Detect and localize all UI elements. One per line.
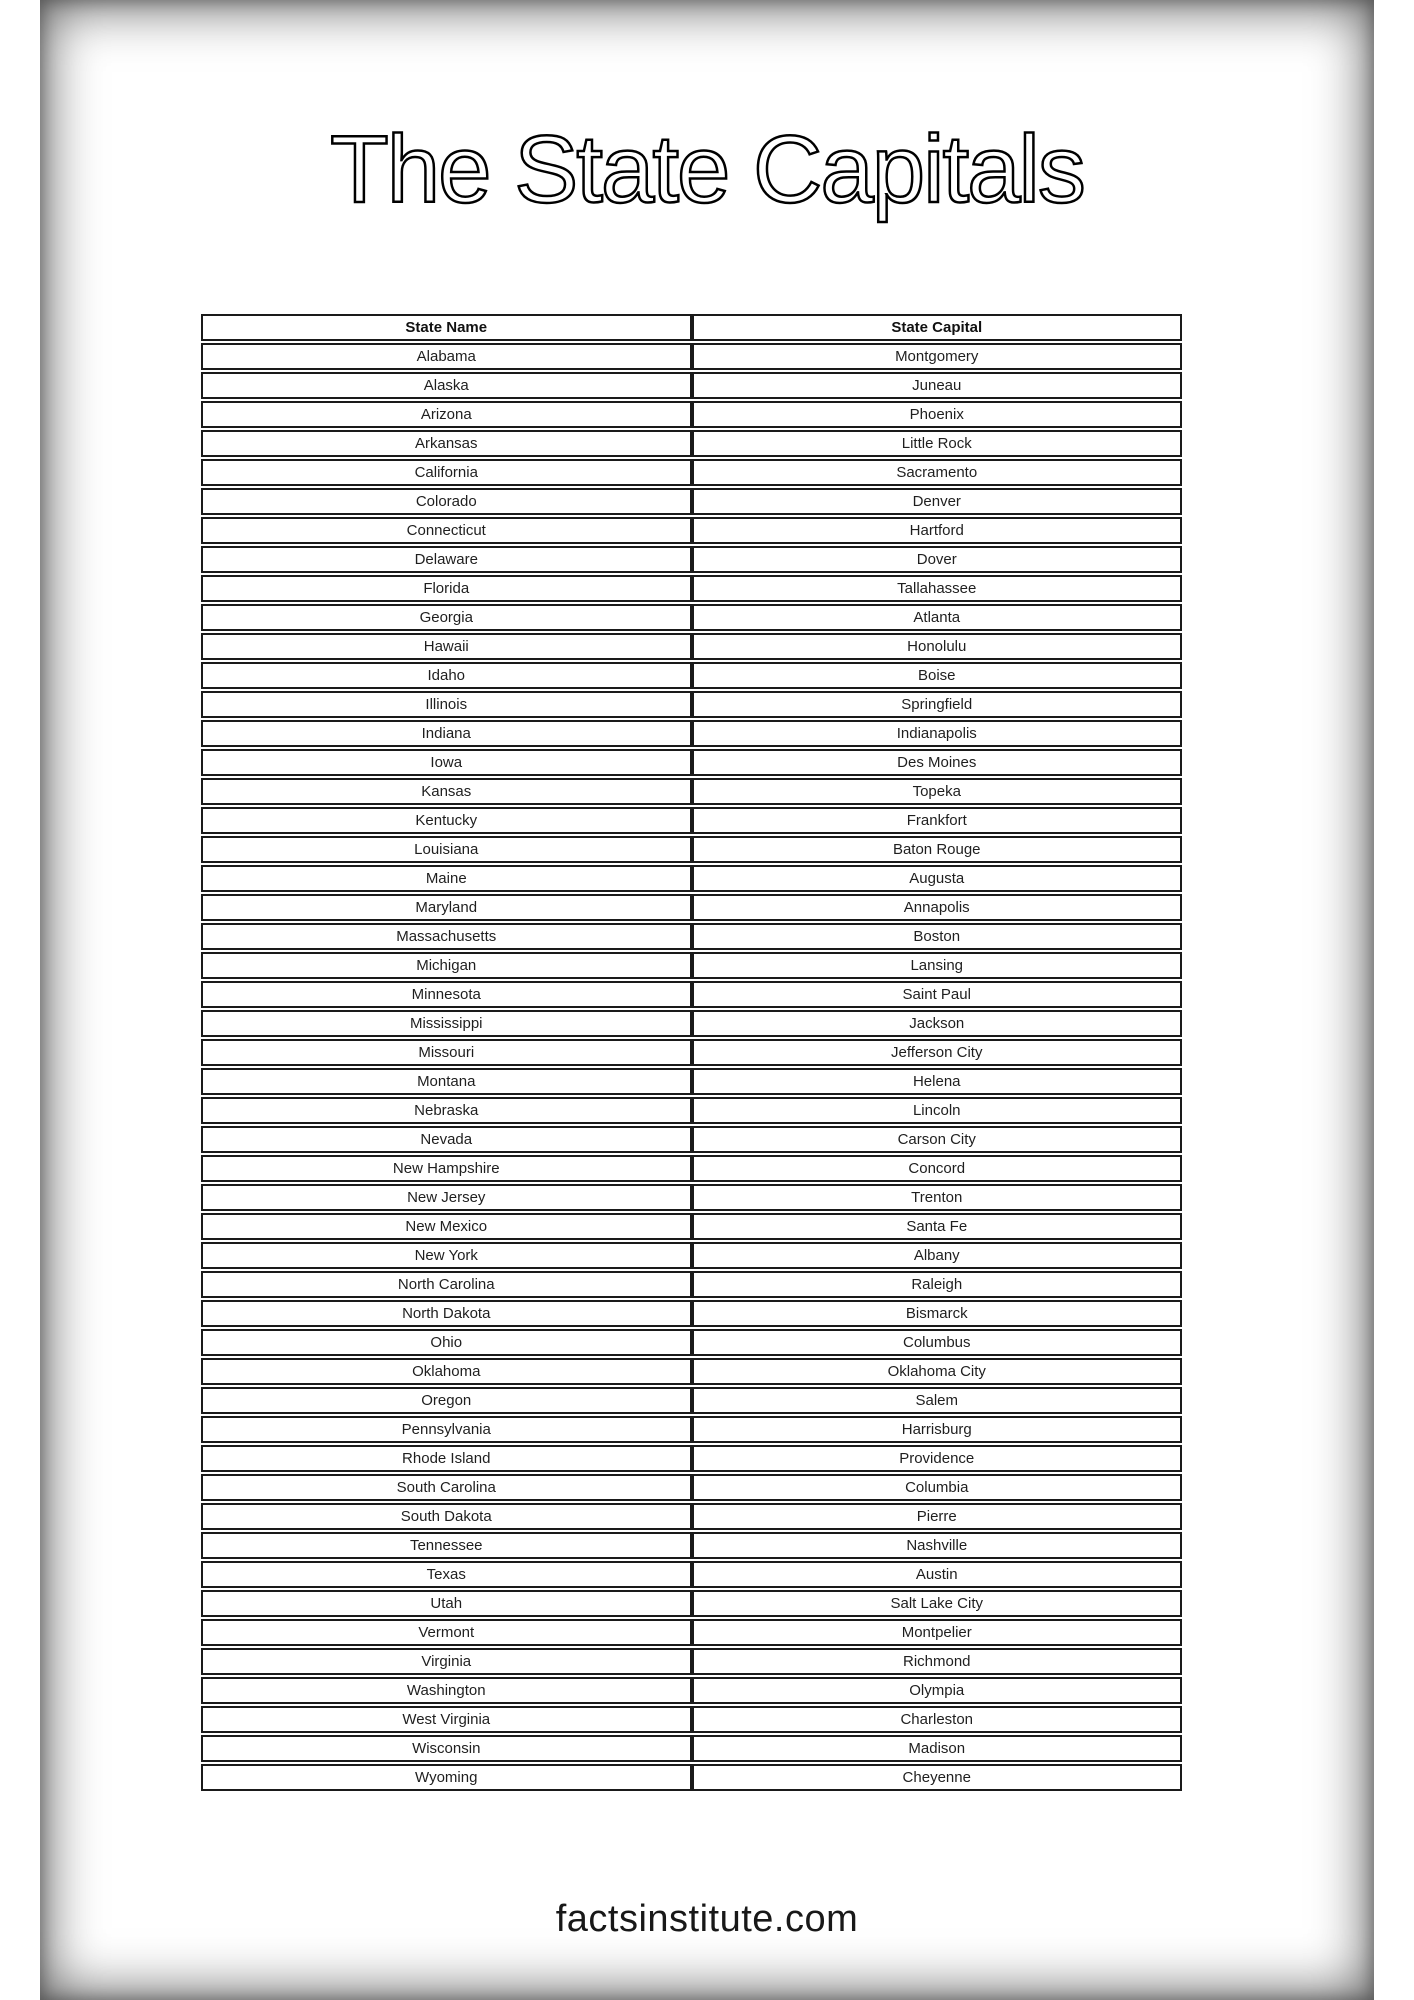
table-row (201, 1561, 1182, 1588)
state-capital-cell: Augusta (692, 865, 1183, 892)
state-capital-cell: Atlanta (692, 604, 1183, 631)
state-name-cell: Florida (201, 575, 692, 602)
state-name-cell: Maine (201, 865, 692, 892)
table-row (201, 1503, 1182, 1530)
state-name-cell: North Carolina (201, 1271, 692, 1298)
state-capital-cell: Carson City (692, 1126, 1183, 1153)
state-name-cell: Indiana (201, 720, 692, 747)
state-name-cell: South Carolina (201, 1474, 692, 1501)
table-row (201, 981, 1182, 1008)
table-row (201, 1010, 1182, 1037)
state-name-cell: Nebraska (201, 1097, 692, 1124)
state-name-cell: Idaho (201, 662, 692, 689)
state-name-cell: New York (201, 1242, 692, 1269)
table-row (201, 720, 1182, 747)
state-capital-cell: Santa Fe (692, 1213, 1183, 1240)
state-name-cell: Montana (201, 1068, 692, 1095)
table-row (201, 1300, 1182, 1327)
table-row (201, 1068, 1182, 1095)
state-capital-cell: Helena (692, 1068, 1183, 1095)
state-capital-cell: Saint Paul (692, 981, 1183, 1008)
table-row (201, 372, 1182, 399)
table-row (201, 662, 1182, 689)
table-row (201, 1329, 1182, 1356)
state-capital-cell: Providence (692, 1445, 1183, 1472)
state-capital-cell: Indianapolis (692, 720, 1183, 747)
state-name-cell: Rhode Island (201, 1445, 692, 1472)
table-header-row (201, 314, 1182, 341)
state-name-cell: Utah (201, 1590, 692, 1617)
state-capital-cell: Charleston (692, 1706, 1183, 1733)
state-name-cell: Pennsylvania (201, 1416, 692, 1443)
state-capital-cell: Annapolis (692, 894, 1183, 921)
state-name-cell: Missouri (201, 1039, 692, 1066)
state-capital-cell: Topeka (692, 778, 1183, 805)
state-name-cell: New Mexico (201, 1213, 692, 1240)
state-name-cell: Wisconsin (201, 1735, 692, 1762)
table-row (201, 604, 1182, 631)
state-capital-cell: Little Rock (692, 430, 1183, 457)
state-name-cell: Connecticut (201, 517, 692, 544)
state-name-cell: Hawaii (201, 633, 692, 660)
state-capital-cell: Boise (692, 662, 1183, 689)
state-capital-cell: Hartford (692, 517, 1183, 544)
state-capital-cell: Frankfort (692, 807, 1183, 834)
table-row (201, 633, 1182, 660)
state-name-cell: Arizona (201, 401, 692, 428)
state-capital-cell: Columbus (692, 1329, 1183, 1356)
state-name-cell: New Hampshire (201, 1155, 692, 1182)
table-row (201, 1706, 1182, 1733)
table-row (201, 1242, 1182, 1269)
state-name-cell: Arkansas (201, 430, 692, 457)
state-capital-cell: Cheyenne (692, 1764, 1183, 1791)
state-capital-cell: Lincoln (692, 1097, 1183, 1124)
state-capital-cell: Montgomery (692, 343, 1183, 370)
table-row (201, 1271, 1182, 1298)
state-name-cell: Washington (201, 1677, 692, 1704)
state-name-cell: California (201, 459, 692, 486)
table-row (201, 1474, 1182, 1501)
state-capital-cell: Boston (692, 923, 1183, 950)
state-capital-cell: Lansing (692, 952, 1183, 979)
table-row (201, 488, 1182, 515)
table-row (201, 459, 1182, 486)
state-capital-cell: Dover (692, 546, 1183, 573)
state-capital-cell: Jefferson City (692, 1039, 1183, 1066)
state-capital-cell: Des Moines (692, 749, 1183, 776)
state-capital-cell: Salt Lake City (692, 1590, 1183, 1617)
state-name-cell: Tennessee (201, 1532, 692, 1559)
state-capital-cell: Concord (692, 1155, 1183, 1182)
state-capital-cell: Raleigh (692, 1271, 1183, 1298)
state-capital-cell: Richmond (692, 1648, 1183, 1675)
table-row (201, 1213, 1182, 1240)
state-capital-cell: Tallahassee (692, 575, 1183, 602)
state-capital-cell: Olympia (692, 1677, 1183, 1704)
state-name-cell: Iowa (201, 749, 692, 776)
table-row (201, 1126, 1182, 1153)
table-row (201, 778, 1182, 805)
table-row (201, 1416, 1182, 1443)
table-row (201, 575, 1182, 602)
table-row (201, 952, 1182, 979)
table-row (201, 807, 1182, 834)
state-name-cell: Massachusetts (201, 923, 692, 950)
state-capitals-table (201, 312, 1182, 1793)
table-row (201, 1619, 1182, 1646)
table-row (201, 1184, 1182, 1211)
table-row (201, 836, 1182, 863)
table-header (201, 314, 1182, 341)
table-body (201, 343, 1182, 1791)
table-row (201, 1648, 1182, 1675)
state-capital-cell: Columbia (692, 1474, 1183, 1501)
page-title: The State Capitals (330, 116, 1084, 223)
state-name-cell: Kansas (201, 778, 692, 805)
state-name-cell: Colorado (201, 488, 692, 515)
state-capital-cell: Phoenix (692, 401, 1183, 428)
state-name-cell: Wyoming (201, 1764, 692, 1791)
state-name-cell: Alabama (201, 343, 692, 370)
state-capital-cell: Nashville (692, 1532, 1183, 1559)
table-row (201, 401, 1182, 428)
table-row (201, 1532, 1182, 1559)
table-row (201, 923, 1182, 950)
state-name-cell: Minnesota (201, 981, 692, 1008)
footer-website-text: factsinstitute.com (555, 1898, 859, 1940)
state-capital-cell: Austin (692, 1561, 1183, 1588)
state-capital-cell: Bismarck (692, 1300, 1183, 1327)
state-capital-cell: Springfield (692, 691, 1183, 718)
table-row (201, 430, 1182, 457)
state-capital-cell: Harrisburg (692, 1416, 1183, 1443)
state-name-cell: Oregon (201, 1387, 692, 1414)
table-row (201, 691, 1182, 718)
table-row (201, 1735, 1182, 1762)
state-name-cell: Illinois (201, 691, 692, 718)
table-row (201, 1155, 1182, 1182)
table-row (201, 343, 1182, 370)
state-capital-cell: Juneau (692, 372, 1183, 399)
state-name-cell: Vermont (201, 1619, 692, 1646)
state-capital-cell: Jackson (692, 1010, 1183, 1037)
state-name-cell: Maryland (201, 894, 692, 921)
state-capital-cell: Baton Rouge (692, 836, 1183, 863)
state-capital-cell: Salem (692, 1387, 1183, 1414)
table-row (201, 546, 1182, 573)
state-name-cell: New Jersey (201, 1184, 692, 1211)
table-row (201, 1387, 1182, 1414)
table-row (201, 1677, 1182, 1704)
state-name-cell: North Dakota (201, 1300, 692, 1327)
column-header-state-name: State Name (201, 314, 692, 341)
state-name-cell: Delaware (201, 546, 692, 573)
table-row (201, 1358, 1182, 1385)
table-row (201, 749, 1182, 776)
state-name-cell: Louisiana (201, 836, 692, 863)
state-name-cell: Ohio (201, 1329, 692, 1356)
poster-sheet (40, 0, 1374, 2000)
state-name-cell: West Virginia (201, 1706, 692, 1733)
state-capital-cell: Trenton (692, 1184, 1183, 1211)
state-name-cell: Alaska (201, 372, 692, 399)
table-row (201, 1097, 1182, 1124)
state-capital-cell: Oklahoma City (692, 1358, 1183, 1385)
state-capital-cell: Montpelier (692, 1619, 1183, 1646)
state-name-cell: Michigan (201, 952, 692, 979)
state-name-cell: Nevada (201, 1126, 692, 1153)
column-header-state-capital: State Capital (692, 314, 1183, 341)
state-name-cell: Virginia (201, 1648, 692, 1675)
state-name-cell: Kentucky (201, 807, 692, 834)
table-row (201, 894, 1182, 921)
state-capital-cell: Albany (692, 1242, 1183, 1269)
state-capital-cell: Denver (692, 488, 1183, 515)
state-name-cell: Texas (201, 1561, 692, 1588)
state-capital-cell: Honolulu (692, 633, 1183, 660)
state-name-cell: South Dakota (201, 1503, 692, 1530)
table-row (201, 517, 1182, 544)
table-row (201, 1590, 1182, 1617)
state-capital-cell: Pierre (692, 1503, 1183, 1530)
state-name-cell: Oklahoma (201, 1358, 692, 1385)
table-row (201, 1445, 1182, 1472)
state-name-cell: Georgia (201, 604, 692, 631)
table-row (201, 1764, 1182, 1791)
state-capital-cell: Sacramento (692, 459, 1183, 486)
state-capital-cell: Madison (692, 1735, 1183, 1762)
table-row (201, 1039, 1182, 1066)
table-row (201, 865, 1182, 892)
state-name-cell: Mississippi (201, 1010, 692, 1037)
state-capitals-table-container (201, 312, 1182, 1793)
